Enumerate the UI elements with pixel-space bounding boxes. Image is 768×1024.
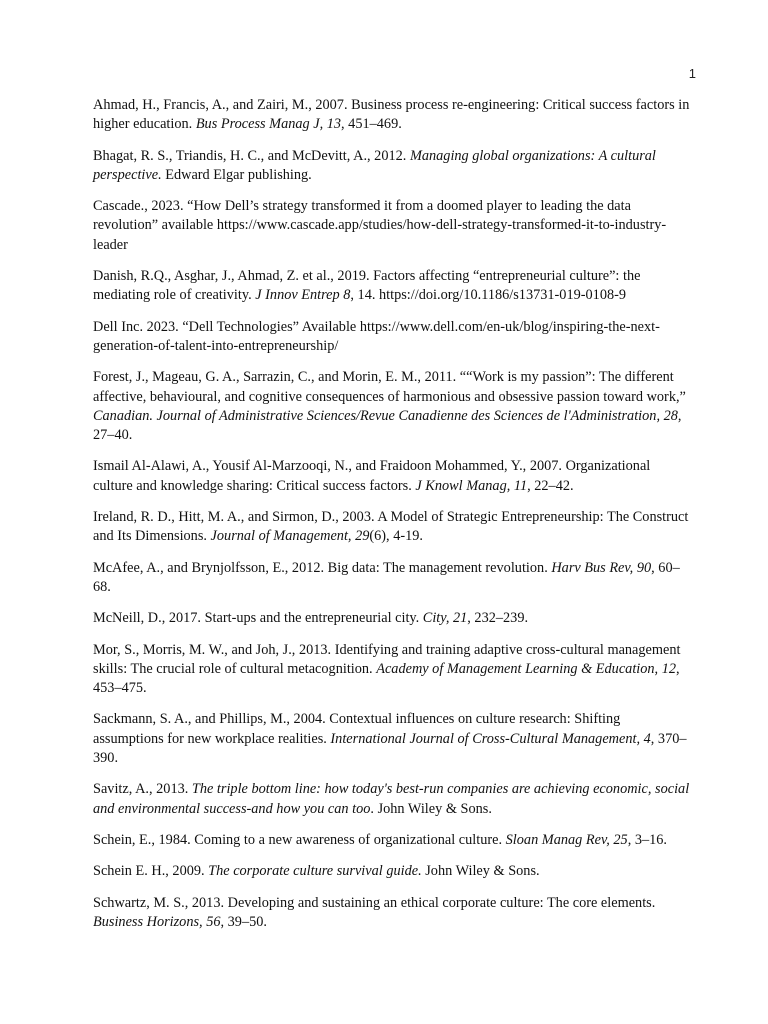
reference-text: John Wiley & Sons. bbox=[421, 863, 540, 880]
reference-text: Cascade., 2023. “How Dell’s strategy transformed it from a doomed player to leading the data revolution” available https://www.cascade.app/studies/how-dell-strategy-transformed-it-to-industry-leader bbox=[93, 198, 667, 253]
reference-text: , 39–50. bbox=[220, 913, 267, 930]
reference-text: Forest, J., Mageau, G. A., Sarrazin, C., and Morin, E. M., 2011. ““Work is my passion”: The different affective, behavioural, and cognitive consequences of harmonious and obsessive passion toward work,” bbox=[93, 369, 686, 405]
reference-list bbox=[93, 96, 693, 944]
reference-text: McNeill, D., 2017. Start-ups and the entrepreneurial city. bbox=[93, 610, 423, 627]
reference-entry bbox=[93, 609, 693, 628]
reference-text: Mor, S., Morris, M. W., and Joh, J., 2013. Identifying and training adaptive cross-cultural management skills: The crucial role of cultural metacognition. bbox=[93, 641, 681, 677]
reference-text: Dell Inc. 2023. “Dell Technologies” Available https://www.dell.com/en-uk/blog/inspiring-the-next-generation-of-talent-into-entrepreneurship/ bbox=[93, 318, 660, 354]
reference-text: Schwartz, M. S., 2013. Developing and sustaining an ethical corporate culture: The core elements. bbox=[93, 894, 656, 911]
reference-entry bbox=[93, 831, 693, 850]
reference-source-italic: J Knowl Manag, 11 bbox=[415, 477, 528, 494]
reference-source-italic: Business Horizons, 56 bbox=[93, 913, 221, 930]
reference-text: , 453–475. bbox=[93, 660, 680, 697]
reference-text: Bhagat, R. S., Triandis, H. C., and McDevitt, A., 2012. bbox=[93, 147, 410, 164]
reference-text: Danish, R.Q., Asghar, J., Ahmad, Z. et al., 2019. Factors affecting “entrepreneurial culture”: the mediating role of creativity. bbox=[93, 268, 641, 304]
reference-source-italic: Sloan Manag Rev, 25 bbox=[505, 831, 628, 848]
reference-text: Ahmad, H., Francis, A., and Zairi, M., 2007. Business process re-engineering: Critical success factors in higher education. bbox=[93, 97, 690, 133]
reference-text: Ireland, R. D., Hitt, M. A., and Sirmon, D., 2003. A Model of Strategic Entrepreneurship: The Construct and Its Dimensions. bbox=[93, 509, 689, 545]
reference-entry bbox=[93, 559, 693, 598]
reference-text: Schein E. H., 2009. bbox=[93, 863, 209, 880]
reference-entry bbox=[93, 862, 693, 881]
reference-entry bbox=[93, 368, 693, 445]
reference-text: Schein, E., 1984. Coming to a new awareness of organizational culture. bbox=[93, 831, 506, 848]
page-number: 1 bbox=[688, 66, 696, 81]
reference-source-italic: City, 21 bbox=[422, 610, 468, 627]
reference-entry bbox=[93, 197, 693, 255]
reference-text: , 370–390. bbox=[93, 730, 687, 767]
reference-text: Savitz, A., 2013. bbox=[93, 781, 192, 798]
reference-text: , 232–239. bbox=[467, 610, 529, 627]
reference-source-italic: International Journal of Cross-Cultural Management, 4 bbox=[330, 730, 651, 747]
reference-entry bbox=[93, 96, 693, 135]
reference-entry bbox=[93, 780, 693, 819]
reference-text: , 3–16. bbox=[627, 831, 668, 848]
reference-source-italic: Canadian. Journal of Administrative Sciences/Revue Canadienne des Sciences de l'Administration, 28 bbox=[93, 407, 678, 424]
reference-text: (6), 4-19. bbox=[369, 528, 423, 545]
reference-source-italic: Harv Bus Rev, 90 bbox=[551, 559, 652, 576]
reference-entry bbox=[93, 147, 693, 186]
reference-entry bbox=[93, 894, 693, 933]
reference-entry bbox=[93, 710, 693, 768]
reference-source-italic: J Innov Entrep 8 bbox=[255, 287, 351, 304]
reference-entry bbox=[93, 457, 693, 496]
reference-entry bbox=[93, 641, 693, 699]
reference-entry bbox=[93, 508, 693, 547]
reference-text: McAfee, A., and Brynjolfsson, E., 2012. Big data: The management revolution. bbox=[93, 559, 552, 576]
reference-text: , 22–42. bbox=[527, 477, 574, 494]
reference-text: Ismail Al-Alawi, A., Yousif Al-Marzooqi, N., and Fraidoon Mohammed, Y., 2007. Organizational culture and knowledge sharing: Critical success factors. bbox=[93, 458, 651, 494]
reference-text: . John Wiley & Sons. bbox=[370, 800, 492, 817]
reference-text: , 27–40. bbox=[93, 407, 682, 444]
reference-text: Sackmann, S. A., and Phillips, M., 2004. Contextual influences on culture research: Shifting assumptions for new workplace realities. bbox=[93, 711, 621, 747]
reference-source-italic: Managing global organizations: A cultural perspective. bbox=[93, 147, 656, 183]
reference-entry bbox=[93, 318, 693, 357]
reference-source-italic: Academy of Management Learning & Education, 12 bbox=[376, 660, 676, 677]
reference-source-italic: The corporate culture survival guide. bbox=[208, 863, 422, 880]
reference-source-italic: Bus Process Manag J, 13 bbox=[195, 116, 342, 133]
reference-text: , 14. https://doi.org/10.1186/s13731-019-0108-9 bbox=[350, 287, 627, 304]
reference-text: Edward Elgar publishing. bbox=[161, 166, 312, 183]
reference-text: , 60–68. bbox=[93, 559, 680, 595]
reference-text: , 451–469. bbox=[341, 116, 402, 133]
reference-source-italic: Journal of Management, 29 bbox=[210, 528, 370, 545]
reference-source-italic: The triple bottom line: how today's best-run companies are achieving economic, social and environmental success-and how you can too bbox=[93, 781, 690, 817]
reference-entry bbox=[93, 267, 693, 306]
